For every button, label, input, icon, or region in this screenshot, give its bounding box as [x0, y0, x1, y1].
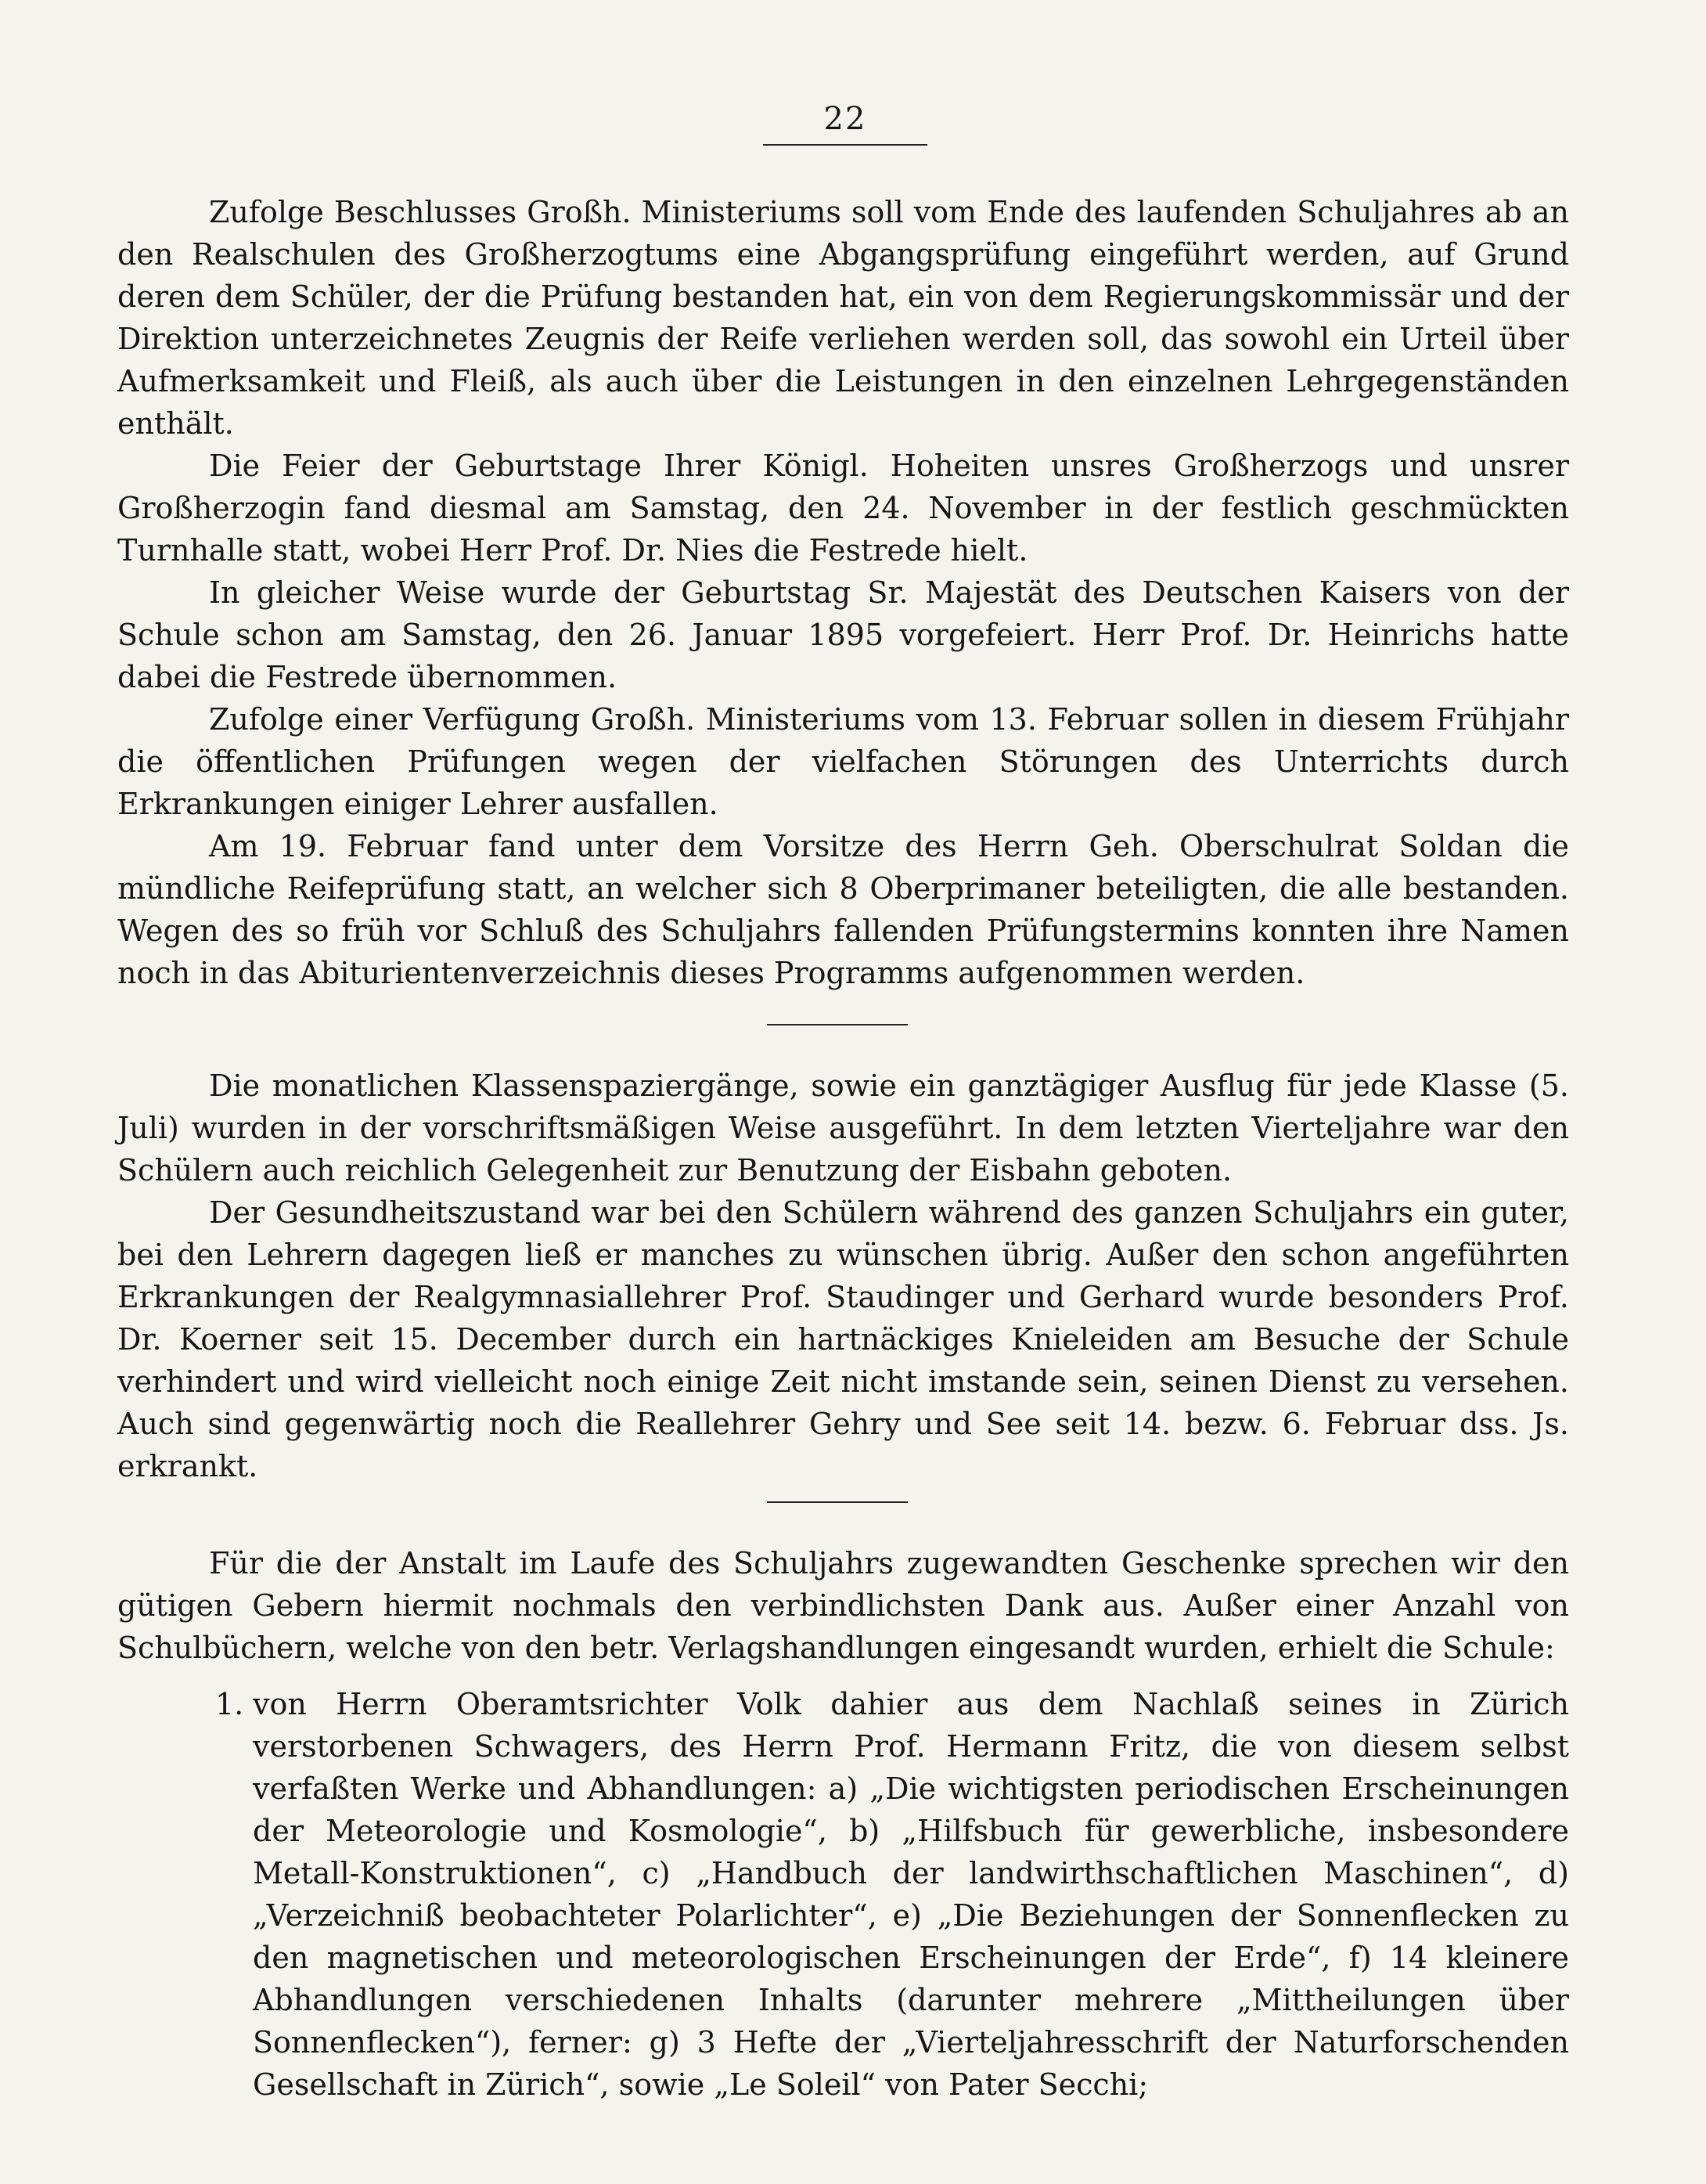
list-item-number: 1. — [215, 1687, 244, 1721]
paragraph-gesundheitszustand: Der Gesundheitszustand war bei den Schülern während des ganzen Schuljahrs ein guter, bei den Lehrern dagegen ließ er manches zu wünschen übrig. Außer den schon angeführten Erkrankungen der Realgymnasiallehrer Prof. Staudinger und Gerhard wurde besonders Prof. Dr. Koerner seit 15. December durch ein hartnäckiges Knieleiden am Besuche der Schule verhindert und wird vielleicht noch einige Zeit nicht imstande sein, seinen Dienst zu versehen. Auch sind gegenwärtig noch die Reallehrer Gehry und See seit 14. bezw. 6. Februar dss. Js. erkrankt. — [117, 1195, 1569, 1483]
section-divider — [767, 1024, 908, 1025]
paragraph-reifepruefung: Am 19. Februar fand unter dem Vorsitze des Herrn Geh. Oberschulrat Soldan die mündliche Reifeprüfung statt, an welcher sich 8 Oberprimaner beteiligten, die alle bestanden. Wegen des so früh vor Schluß des Schuljahrs fallenden Prüfungstermins konnten ihre Namen noch in das Abiturientenverzeichnis dieses Programms aufgenommen werden. — [117, 829, 1569, 990]
gifts-list — [117, 1683, 1569, 2106]
list-item-text: von Herrn Oberamtsrichter Volk dahier aus dem Nachlaß seines in Zürich verstorbenen Schwagers, des Herrn Prof. Hermann Fritz, die von diesem selbst verfaßten Werke und Abhandlungen: a) „Die wichtigsten periodischen Erscheinungen der Meteorologie und Kosmologie“, b) „Hilfsbuch für gewerbliche, insbesondere Metall-Konstruktionen“, c) „Handbuch der landwirthschaftlichen Maschinen“, d) „Verzeichniß beobachteter Polarlichter“, e) „Die Beziehungen der Sonnenflecken zu den magnetischen und meteorologischen Erscheinungen der Erde“, f) 14 kleinere Abhandlungen verschiedenen Inhalts (darunter mehrere „Mittheilungen über Sonnenflecken“), ferner: g) 3 Hefte der „Vierteljahresschrift der Naturforschenden Gesellschaft in Zürich“, sowie „Le Soleil“ von Pater Secchi; — [253, 1687, 1569, 2102]
paragraph-geschenke: Für die der Anstalt im Laufe des Schuljahrs zugewandten Geschenke sprechen wir den gütigen Gebern hiermit nochmals den verbindlichsten Dank aus. Außer einer Anzahl von Schulbüchern, welche von den betr. Verlagshandlungen eingesandt wurden, erhielt die Schule: — [117, 1546, 1569, 1665]
header-rule — [763, 144, 927, 146]
paragraph-abgangspruefung: Zufolge Beschlusses Großh. Ministeriums soll vom Ende des laufenden Schuljahres ab an den Realschulen des Großherzogtums eine Abgangsprüfung eingeführt werden, auf Grund deren dem Schüler, der die Prüfung bestanden hat, ein von dem Regierungskommissär und der Direktion unterzeichnetes Zeugnis der Reife verliehen werden soll, das sowohl ein Urteil über Aufmerksamkeit und Fleiß, als auch über die Leistungen in den einzelnen Lehrgegenständen enthält. — [117, 195, 1569, 441]
paragraph-geburtstage-feier: Die Feier der Geburtstage Ihrer Königl. Hoheiten unsres Großherzogs und unsrer Großherzogin fand diesmal am Samstag, den 24. November in der festlich geschmückten Turnhalle statt, wobei Herr Prof. Dr. Nies die Festrede hielt. — [117, 449, 1569, 568]
section-announcements — [117, 191, 1569, 994]
paragraph-spaziergaenge: Die monatlichen Klassenspaziergänge, sowie ein ganztägiger Ausflug für jede Klasse (5. Juli) wurden in der vorschriftsmäßigen Weise ausgeführt. In dem letzten Vierteljahre war den Schülern auch reichlich Gelegenheit zur Benutzung der Eisbahn geboten. — [117, 1069, 1569, 1188]
paragraph-kaiser-geburtstag: In gleicher Weise wurde der Geburtstag Sr. Majestät des Deutschen Kaisers von der Schule schon am Samstag, den 26. Januar 1895 vorgefeiert. Herr Prof. Dr. Heinrichs hatte dabei die Festrede übernommen. — [117, 575, 1569, 694]
section-divider — [767, 1501, 908, 1503]
paragraph-pruefungen-ausfall: Zufolge einer Verfügung Großh. Ministeriums vom 13. Februar sollen in diesem Frühjahr die öffentlichen Prüfungen wegen der vielfachen Störungen des Unterrichts durch Erkrankungen einiger Lehrer ausfallen. — [117, 702, 1569, 821]
page-number: 22 — [823, 101, 867, 137]
section-gifts — [117, 1542, 1569, 1669]
list-item — [117, 1683, 1569, 2106]
section-health — [117, 1065, 1569, 1487]
